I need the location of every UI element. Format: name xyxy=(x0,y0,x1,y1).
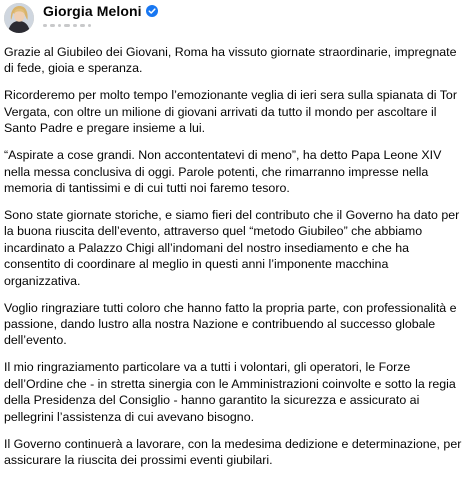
author-row xyxy=(43,2,158,20)
post-paragraph: Ricorderemo per molto tempo l’emozionante veglia di ieri sera sulla spianata di Tor Vergata, con oltre un milione di giovani arrivati da tutto il mondo per ascoltare il Santo Padre e pregare insieme a lui. xyxy=(4,88,457,136)
author-name[interactable]: Giorgia Meloni xyxy=(43,3,142,19)
post-paragraph: Voglio ringraziare tutti coloro che hanno fatto la propria parte, con professionalità e passione, dando lustro alla nostra Nazione e contribuendo al successo globale dell’evento. xyxy=(4,300,457,348)
post-paragraph: Il mio ringraziamento particolare va a tutti i volontari, gli operatori, le Forze dell’Ordine che - in stretta sinergia con le Amministrazioni coinvolte e sotto la regia della Presidenza del Consiglio - hanno garantito la sicurezza e assicurato ai pellegrini l’assistenza di cui avevano bisogno. xyxy=(4,360,456,424)
post-paragraph: Grazie al Giubileo dei Giovani, Roma ha vissuto giornate straordinarie, impregnate di fede, gioia e speranza. xyxy=(4,45,457,76)
post-body xyxy=(4,44,462,479)
author-block xyxy=(43,2,158,28)
verified-badge-icon xyxy=(146,5,158,17)
post-header xyxy=(4,2,158,42)
avatar[interactable] xyxy=(4,3,34,33)
post-meta-line xyxy=(43,23,158,28)
post-paragraph: Il Governo continuerà a lavorare, con la medesima dedizione e determinazione, per assicurare la riuscita dei prossimi eventi giubilari. xyxy=(4,436,462,468)
post-paragraph: “Aspirate a cose grandi. Non accontentatevi di meno”, ha detto Papa Leone XIV nella messa conclusiva di oggi. Parole potenti, che rimarranno impresse nella memoria di tantissimi e di cui tutti noi faremo tesoro. xyxy=(4,148,442,196)
avatar-image xyxy=(4,3,34,33)
post-paragraph: Sono state giornate storiche, e siamo fieri del contributo che il Governo ha dato per la buona riuscita dell’evento, attraverso quel “metodo Giubileo” che abbiamo incardinato a Palazzo Chigi all’indomani del nostro insediamento e che ha consentito di coordinare al meglio in questi anni l’imponente macchina organizzativa. xyxy=(4,208,460,288)
